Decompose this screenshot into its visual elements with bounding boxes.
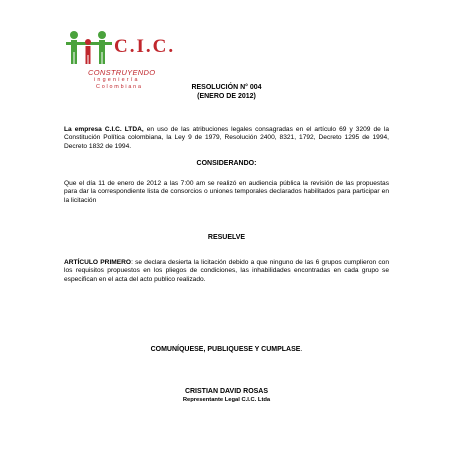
logo-brand: C.I.C. [114, 36, 176, 57]
intro-text: en uso de las atribuciones legales consagradas en el artículo 69 y 3209 de la Constitución Política colombiana, la Ley 9 de 1979, Resolución 2400, 8321, 1792, Decreto 1295 de 1994, Decreto 1832 de 1994. [64, 126, 389, 150]
closing-punct: . [300, 346, 303, 353]
intro-paragraph [64, 126, 389, 151]
logo-tagline-2: ingeniería [94, 77, 140, 83]
article-label: ARTÍCULO PRIMERO [64, 259, 132, 266]
resuelve-heading: RESUELVE [207, 234, 246, 241]
logo-tagline-3: Colombiana [96, 84, 143, 90]
company-name: La empresa C.I.C. LTDA, [64, 126, 144, 133]
people-figures-icon [64, 30, 116, 66]
article-text: : se declara desierta la licitación debido a que ninguno de las 6 grupos cumplieron con los requisitos propuestos en los pliegos de condiciones, las inhabilidades encontradas en cada grupo se especifican en el acta del acto publico realizado. [64, 259, 389, 283]
considerando-paragraph: Que el día 11 de enero de 2012 a las 7:00 am se realizó en audiencia pública la revisión de las propuestas para dar la correspondiente lista de consorcios o uniones temporales declarados habilitados para participar en la licitación [64, 180, 389, 204]
resolution-title: RESOLUCIÓN N° 004 [191, 84, 262, 91]
closing-statement [0, 346, 453, 353]
logo-tagline-1: CONSTRUYENDO [88, 68, 156, 77]
article-paragraph [64, 259, 389, 284]
signatory-role: Representante Legal C.I.C. Ltda [182, 397, 271, 403]
signatory-name: CRISTIAN DAVID ROSAS [184, 388, 269, 395]
closing-text: COMUNÍQUESE, PUBLIQUESE Y CUMPLASE [150, 346, 301, 353]
company-logo [64, 30, 174, 92]
resolution-date: (ENERO DE 2012) [197, 93, 256, 100]
considerando-heading: CONSIDERANDO: [196, 160, 257, 167]
